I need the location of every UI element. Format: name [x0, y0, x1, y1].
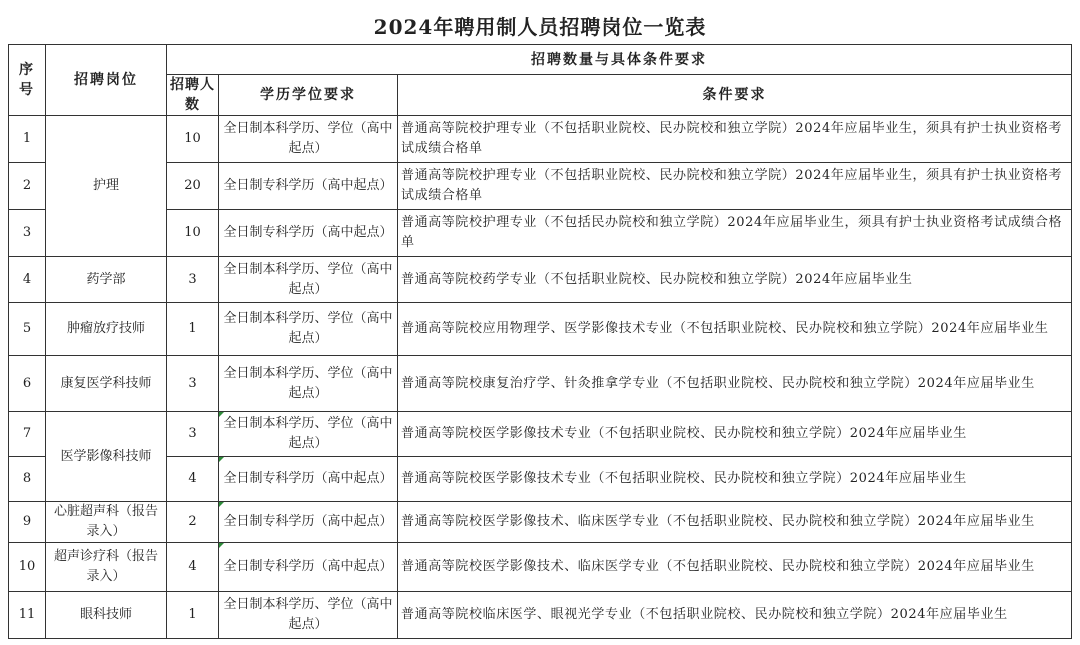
row-conditions: 普通高等院校医学影像技术专业（不包括职业院校、民办院校和独立学院）2024年应届毕业生	[398, 412, 1072, 457]
row-index: 5	[9, 303, 46, 356]
row-conditions: 普通高等院校护理专业（不包括民办院校和独立学院）2024年应届毕业生，须具有护士执业资格考试成绩合格单	[398, 210, 1072, 257]
header-row-2	[9, 75, 1072, 116]
header-count: 招聘人数	[167, 75, 219, 116]
row-conditions: 普通高等院校护理专业（不包括职业院校、民办院校和独立学院）2024年应届毕业生，须具有护士执业资格考试成绩合格单	[398, 163, 1072, 210]
table-row	[9, 543, 1072, 592]
table-row	[9, 457, 1072, 502]
row-education: 全日制专科学历（高中起点）	[219, 543, 398, 592]
row-index: 10	[9, 543, 46, 592]
row-conditions: 普通高等院校应用物理学、医学影像技术专业（不包括职业院校、民办院校和独立学院）2024年应届毕业生	[398, 303, 1072, 356]
row-position: 护理	[46, 116, 167, 257]
header-index: 序号	[9, 45, 46, 116]
row-index: 4	[9, 257, 46, 303]
table-row	[9, 210, 1072, 257]
row-index: 2	[9, 163, 46, 210]
row-count: 2	[167, 502, 219, 543]
header-position: 招聘岗位	[46, 45, 167, 116]
row-count: 3	[167, 257, 219, 303]
row-position: 心脏超声科（报告录入）	[46, 502, 167, 543]
header-row-1	[9, 45, 1072, 75]
row-education: 全日制本科学历、学位（高中起点）	[219, 257, 398, 303]
row-count: 4	[167, 543, 219, 592]
title-row	[9, 10, 1072, 45]
row-count: 1	[167, 592, 219, 639]
row-conditions: 普通高等院校药学专业（不包括职业院校、民办院校和独立学院）2024年应届毕业生	[398, 257, 1072, 303]
table-row	[9, 116, 1072, 163]
row-count: 20	[167, 163, 219, 210]
row-education: 全日制本科学历、学位（高中起点）	[219, 412, 398, 457]
table-row	[9, 257, 1072, 303]
row-position: 眼科技师	[46, 592, 167, 639]
row-education: 全日制本科学历、学位（高中起点）	[219, 356, 398, 412]
row-education: 全日制专科学历（高中起点）	[219, 210, 398, 257]
row-position: 药学部	[46, 257, 167, 303]
table-row	[9, 356, 1072, 412]
row-education: 全日制本科学历、学位（高中起点）	[219, 303, 398, 356]
row-education: 全日制专科学历（高中起点）	[219, 502, 398, 543]
row-conditions: 普通高等院校护理专业（不包括职业院校、民办院校和独立学院）2024年应届毕业生，须具有护士执业资格考试成绩合格单	[398, 116, 1072, 163]
row-education: 全日制专科学历（高中起点）	[219, 457, 398, 502]
row-count: 1	[167, 303, 219, 356]
row-count: 10	[167, 116, 219, 163]
row-count: 10	[167, 210, 219, 257]
row-education: 全日制专科学历（高中起点）	[219, 163, 398, 210]
row-count: 4	[167, 457, 219, 502]
row-position: 肿瘤放疗技师	[46, 303, 167, 356]
page-title: 2024年聘用制人员招聘岗位一览表	[9, 10, 1072, 45]
recruitment-sheet	[8, 10, 1071, 639]
table-row	[9, 502, 1072, 543]
row-count: 3	[167, 412, 219, 457]
row-index: 7	[9, 412, 46, 457]
row-index: 11	[9, 592, 46, 639]
row-conditions: 普通高等院校临床医学、眼视光学专业（不包括职业院校、民办院校和独立学院）2024年应届毕业生	[398, 592, 1072, 639]
row-index: 9	[9, 502, 46, 543]
recruitment-table	[8, 10, 1072, 639]
header-education: 学历学位要求	[219, 75, 398, 116]
row-index: 3	[9, 210, 46, 257]
row-conditions: 普通高等院校康复治疗学、针灸推拿学专业（不包括职业院校、民办院校和独立学院）2024年应届毕业生	[398, 356, 1072, 412]
row-position: 超声诊疗科（报告录入）	[46, 543, 167, 592]
row-conditions: 普通高等院校医学影像技术、临床医学专业（不包括职业院校、民办院校和独立学院）2024年应届毕业生	[398, 502, 1072, 543]
row-conditions: 普通高等院校医学影像技术专业（不包括职业院校、民办院校和独立学院）2024年应届毕业生	[398, 457, 1072, 502]
row-index: 8	[9, 457, 46, 502]
row-education: 全日制本科学历、学位（高中起点）	[219, 592, 398, 639]
row-index: 6	[9, 356, 46, 412]
row-education: 全日制本科学历、学位（高中起点）	[219, 116, 398, 163]
row-position: 医学影像科技师	[46, 412, 167, 502]
row-index: 1	[9, 116, 46, 163]
row-count: 3	[167, 356, 219, 412]
row-conditions: 普通高等院校医学影像技术、临床医学专业（不包括职业院校、民办院校和独立学院）2024年应届毕业生	[398, 543, 1072, 592]
table-row	[9, 412, 1072, 457]
header-conditions: 条件要求	[398, 75, 1072, 116]
header-group: 招聘数量与具体条件要求	[167, 45, 1072, 75]
table-row	[9, 163, 1072, 210]
table-row	[9, 592, 1072, 639]
row-position: 康复医学科技师	[46, 356, 167, 412]
table-row	[9, 303, 1072, 356]
